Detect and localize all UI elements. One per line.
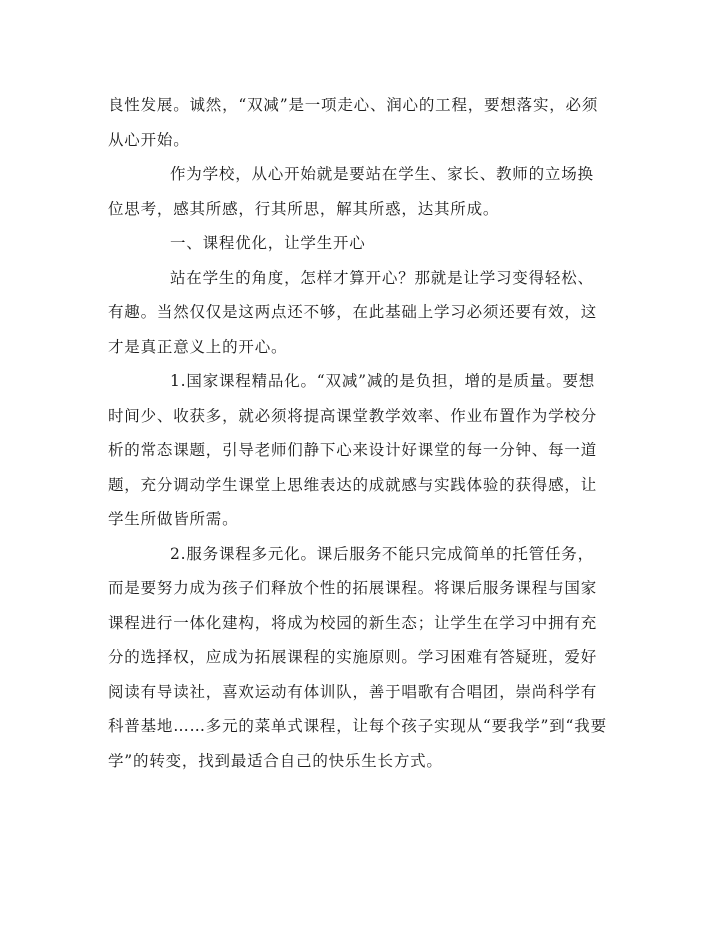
section-heading-course-optimization: 一、课程优化，让学生开心 [170, 234, 366, 252]
paragraph-student-perspective: 站在学生的角度，怎样才算开心？那就是让学习变得轻松、有趣。当然仅仅是这两点还不够，在此基础上学习必须还要有效，这才是真正意义上的开心。 [108, 268, 598, 356]
paragraph-school-perspective: 作为学校，从心开始就是要站在学生、家长、教师的立场换位思考，感其所感，行其所思，解其所惑，达其所成。 [108, 165, 594, 218]
document-body [108, 88, 610, 778]
paragraph-continuation: 良性发展。诚然，“双减”是一项走心、润心的工程，要想落实，必须从心开始。 [108, 96, 599, 149]
paragraph-national-curriculum: 1.国家课程精品化。“双减”减的是负担，增的是质量。要想时间少、收获多，就必须将提高课堂教学效率、作业布置作为学校分析的常态课题，引导老师们静下心来设计好课堂的每一分钟、每一道题，充分调动学生课堂上思维表达的成就感与实践体验的获得感，让学生所做皆所需。 [108, 372, 598, 528]
paragraph-service-curriculum: 2.服务课程多元化。课后服务不能只完成简单的托管任务，而是要努力成为孩子们释放个性的拓展课程。将课后服务课程与国家课程进行一体化建构，将成为校园的新生态；让学生在学习中拥有充分的选择权，应成为拓展课程的实施原则。学习困难有答疑班，爱好阅读有导读社，喜欢运动有体训队，善于唱歌有合唱团，崇尚科学有科普基地……多元的菜单式课程，让每个孩子实现从“要我学”到“我要学”的转变，找到最适合自己的快乐生长方式。 [108, 544, 607, 770]
